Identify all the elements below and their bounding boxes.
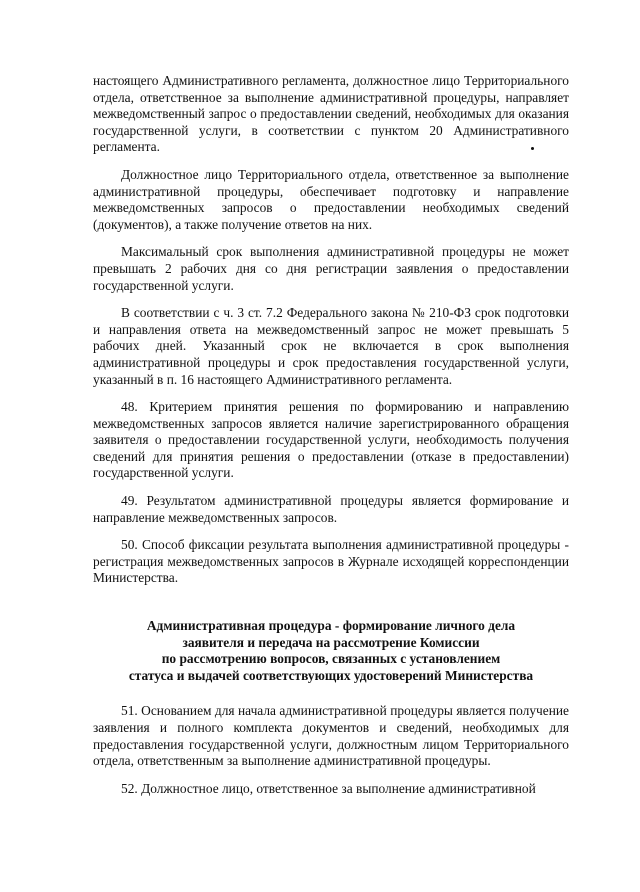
heading-line: статуса и выдачей соответствующих удостоверений Министерства — [128, 667, 534, 683]
scan-speck — [531, 147, 534, 150]
paragraph-continuation: настоящего Административного регламента, должностное лицо Территориального отдела, ответственное за выполнение административной процедуры, направляет межведомственный запрос о предоставлении сведений, необходимых для оказания государственной услуги, в соответствии с пунктом 20 Административного регламента. — [93, 73, 569, 155]
paragraph-50: 50. Способ фиксации результата выполнения административной процедуры - регистрация межведомственных запросов в Журнале исходящей корреспонденции Министерства. — [93, 537, 569, 586]
paragraph-48: 48. Критерием принятия решения по формированию и направлению межведомственных запросов является наличие зарегистрированного обращения заявителя о предоставлении государственной услуги, необходимость получения сведений для принятия решения о предоставлении (отказе в предоставлении) государственной услуги. — [93, 399, 569, 481]
paragraph-federal-law: В соответствии с ч. 3 ст. 7.2 Федерального закона № 210-ФЗ срок подготовки и направления ответа на межведомственный запрос не может превышать 5 рабочих дней. Указанный срок не включается в срок выполнения административной процедуры и срок предоставления государственной услуги, указанный в п. 16 настоящего Административного регламента. — [93, 305, 569, 387]
heading-line: по рассмотрению вопросов, связанных с установлением — [161, 651, 501, 667]
paragraph-requests: Должностное лицо Территориального отдела, ответственное за выполнение административной процедуры, обеспечивает подготовку и направление межведомственных запросов о предоставлении необходимых сведений (документов), а также получение ответов на них. — [93, 166, 569, 232]
heading-line: Административная процедура - формирование личного дела — [146, 618, 516, 634]
section-heading — [93, 618, 569, 684]
paragraph-52: 52. Должностное лицо, ответственное за выполнение административной — [121, 780, 536, 796]
heading-line: заявителя и передача на рассмотрение Комиссии — [182, 634, 480, 650]
document-body — [93, 73, 569, 808]
paragraph-49: 49. Результатом административной процедуры является формирование и направление межведомственных запросов. — [93, 493, 569, 525]
paragraph-max-term: Максимальный срок выполнения административной процедуры не может превышать 2 рабочих дня со дня регистрации заявления о предоставлении государственной услуги. — [93, 244, 569, 293]
paragraph-51: 51. Основанием для начала административной процедуры является получение заявления и полного комплекта документов и сведений, необходимых для предоставления государственной услуги, должностным лицом Территориального отдела, ответственным за выполнение административной процедуры. — [93, 703, 569, 769]
